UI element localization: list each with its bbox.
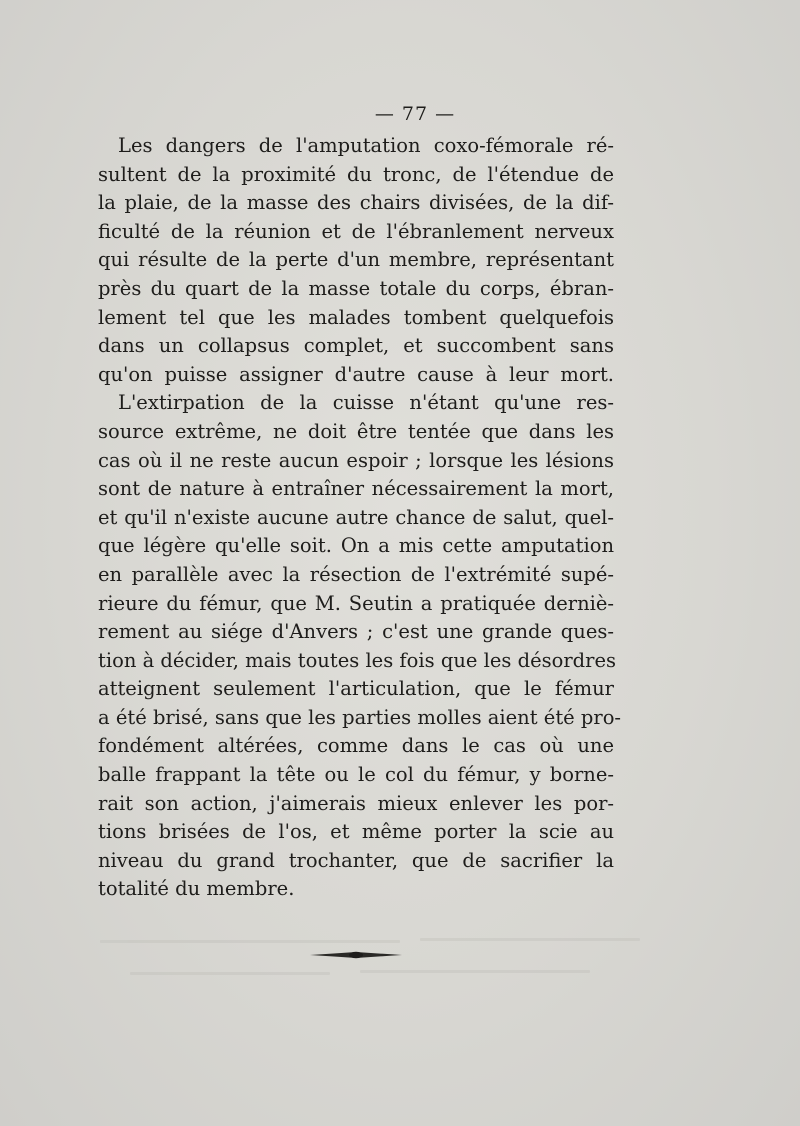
text-line: sont de nature à entraîner nécessairement la mort, [98,477,614,501]
text-line: en parallèle avec la résection de l'extrémité supé- [98,562,614,586]
text-line: L'extirpation de la cuisse n'étant qu'une res- [118,391,614,415]
text-line: atteignent seulement l'articulation, que le fémur [98,677,614,701]
text-line: source extrême, ne doit être tentée que dans les [98,419,614,443]
paragraph-1 [98,132,614,389]
text-line: balle frappant la tête ou le col du fémur, y borne- [98,763,614,787]
text-line: qu'on puisse assigner d'autre cause à leur mort. [98,362,614,386]
page-number: — 77 — [374,103,456,125]
text-line: totalité du membre. [98,877,295,901]
text-line: niveau du grand trochanter, que de sacrifier la [98,848,614,872]
body-text [98,132,622,904]
text-line: lement tel que les malades tombent quelquefois [98,305,614,329]
text-line: dans un collapsus complet, et succombent sans [98,334,614,358]
text-line: a été brisé, sans que les parties molles aient été pro- [98,705,622,729]
text-line: tion à décider, mais toutes les fois que les désordres [98,648,617,672]
text-line: et qu'il n'existe aucune autre chance de salut, quel- [98,505,614,529]
text-line: Les dangers de l'amputation coxo-fémorale ré- [118,134,614,157]
text-line: la plaie, de la masse des chairs divisées, de la dif- [98,191,614,215]
paragraph-2 [98,389,622,904]
text-line: rait son action, j'aimerais mieux enlever les por- [98,791,614,815]
text-line: tions brisées de l'os, et même porter la scie au [98,820,614,844]
text-line: sultent de la proximité du tronc, de l'étendue de [98,162,614,186]
text-line: ficulté de la réunion et de l'ébranlement nerveux [98,219,614,243]
text-line: que légère qu'elle soit. On a mis cette amputation [98,534,614,558]
text-line: fondément altérées, comme dans le cas où une [98,734,614,758]
text-line: rieure du fémur, que M. Seutin a pratiquée derniè- [98,591,614,615]
text-line: près du quart de la masse totale du corps, ébran- [98,276,614,300]
tailpiece-rule-icon [310,951,402,959]
text-line: qui résulte de la perte d'un membre, représentant [98,248,614,272]
text-line: rement au siége d'Anvers ; c'est une grande ques- [98,620,614,644]
text-line: cas où il ne reste aucun espoir ; lorsque les lésions [98,448,614,472]
